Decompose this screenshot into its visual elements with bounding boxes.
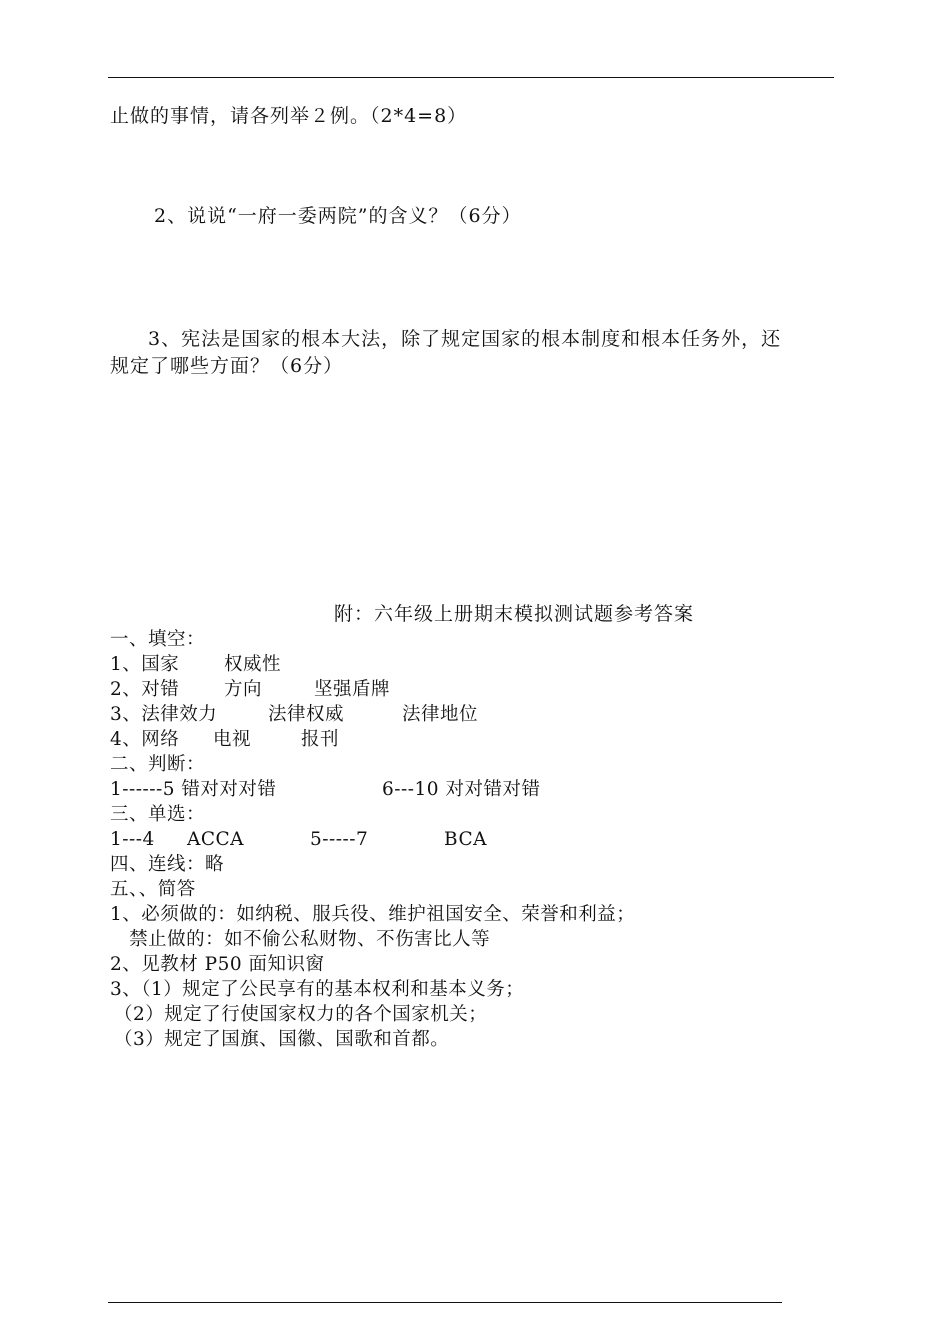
- fill-answer-num: 3、法律效力: [110, 704, 218, 725]
- short-answer-line: （2）规定了行使国家权力的各个国家机关；: [114, 1004, 488, 1025]
- short-answer-line: （3）规定了国旗、国徽、国歌和首都。: [114, 1029, 450, 1050]
- question-3-line-2: 规定了哪些方面？（6分）: [110, 355, 344, 377]
- fill-answer-a: 方向: [224, 679, 263, 700]
- single-choice-answer-row: [110, 828, 830, 852]
- question-2: 2、说说“一府一委两院”的含义？（6分）: [154, 205, 522, 227]
- section-2-heading: 二、判断：: [110, 754, 206, 775]
- fill-answer-a: 权威性: [224, 654, 282, 675]
- fill-answer-b: 报刊: [301, 729, 340, 750]
- short-answer-line: 3、（1）规定了公民享有的基本权利和基本义务；: [110, 979, 525, 1000]
- fill-answer-b: 法律地位: [402, 704, 479, 725]
- fill-answer-a: 法律权威: [268, 704, 345, 725]
- short-answer-line: 1、必须做的：如纳税、服兵役、维护祖国安全、荣誉和利益；: [110, 904, 636, 925]
- single-choice-val-1-4: ACCA: [187, 829, 245, 850]
- judge-answer-1-5: 1------5 错对对对错: [110, 779, 277, 800]
- single-choice-val-5-7: BCA: [444, 829, 487, 850]
- section-5-heading: 五、、简答: [110, 879, 196, 900]
- fill-answer-row: [110, 703, 830, 727]
- header-rule: [108, 77, 834, 78]
- fill-answer-b: 坚强盾牌: [314, 679, 391, 700]
- fill-answer-a: 电视: [213, 729, 252, 750]
- footer-rule: [108, 1302, 782, 1303]
- question-3-line-1: 3、宪法是国家的根本大法，除了规定国家的根本制度和根本任务外，还: [148, 328, 782, 350]
- section-1-heading: 一、填空：: [110, 629, 206, 650]
- fill-answer-row: [110, 728, 830, 752]
- section-4: 四、连线：略: [110, 854, 225, 875]
- question-1-tail: 止做的事情，请各列举２例。（2*4=8）: [110, 105, 468, 127]
- judge-answer-6-10: 6---10 对对错对错: [382, 779, 541, 800]
- answer-key-title: 附：六年级上册期末模拟测试题参考答案: [334, 603, 695, 625]
- fill-answer-num: 1、国家: [110, 654, 180, 675]
- fill-answer-row: [110, 678, 830, 702]
- judge-answer-row: [110, 778, 830, 802]
- fill-answer-row: [110, 653, 830, 677]
- fill-answer-num: 2、对错: [110, 679, 180, 700]
- short-answer-line: 2、见教材 P50 面知识窗: [110, 954, 325, 975]
- single-choice-num-1-4: 1---4: [110, 829, 155, 850]
- short-answer-line: 禁止做的：如不偷公私财物、不伤害比人等: [110, 929, 491, 950]
- fill-answer-num: 4、网络: [110, 729, 180, 750]
- section-3-heading: 三、单选：: [110, 804, 206, 825]
- single-choice-num-5-7: 5-----7: [310, 829, 369, 850]
